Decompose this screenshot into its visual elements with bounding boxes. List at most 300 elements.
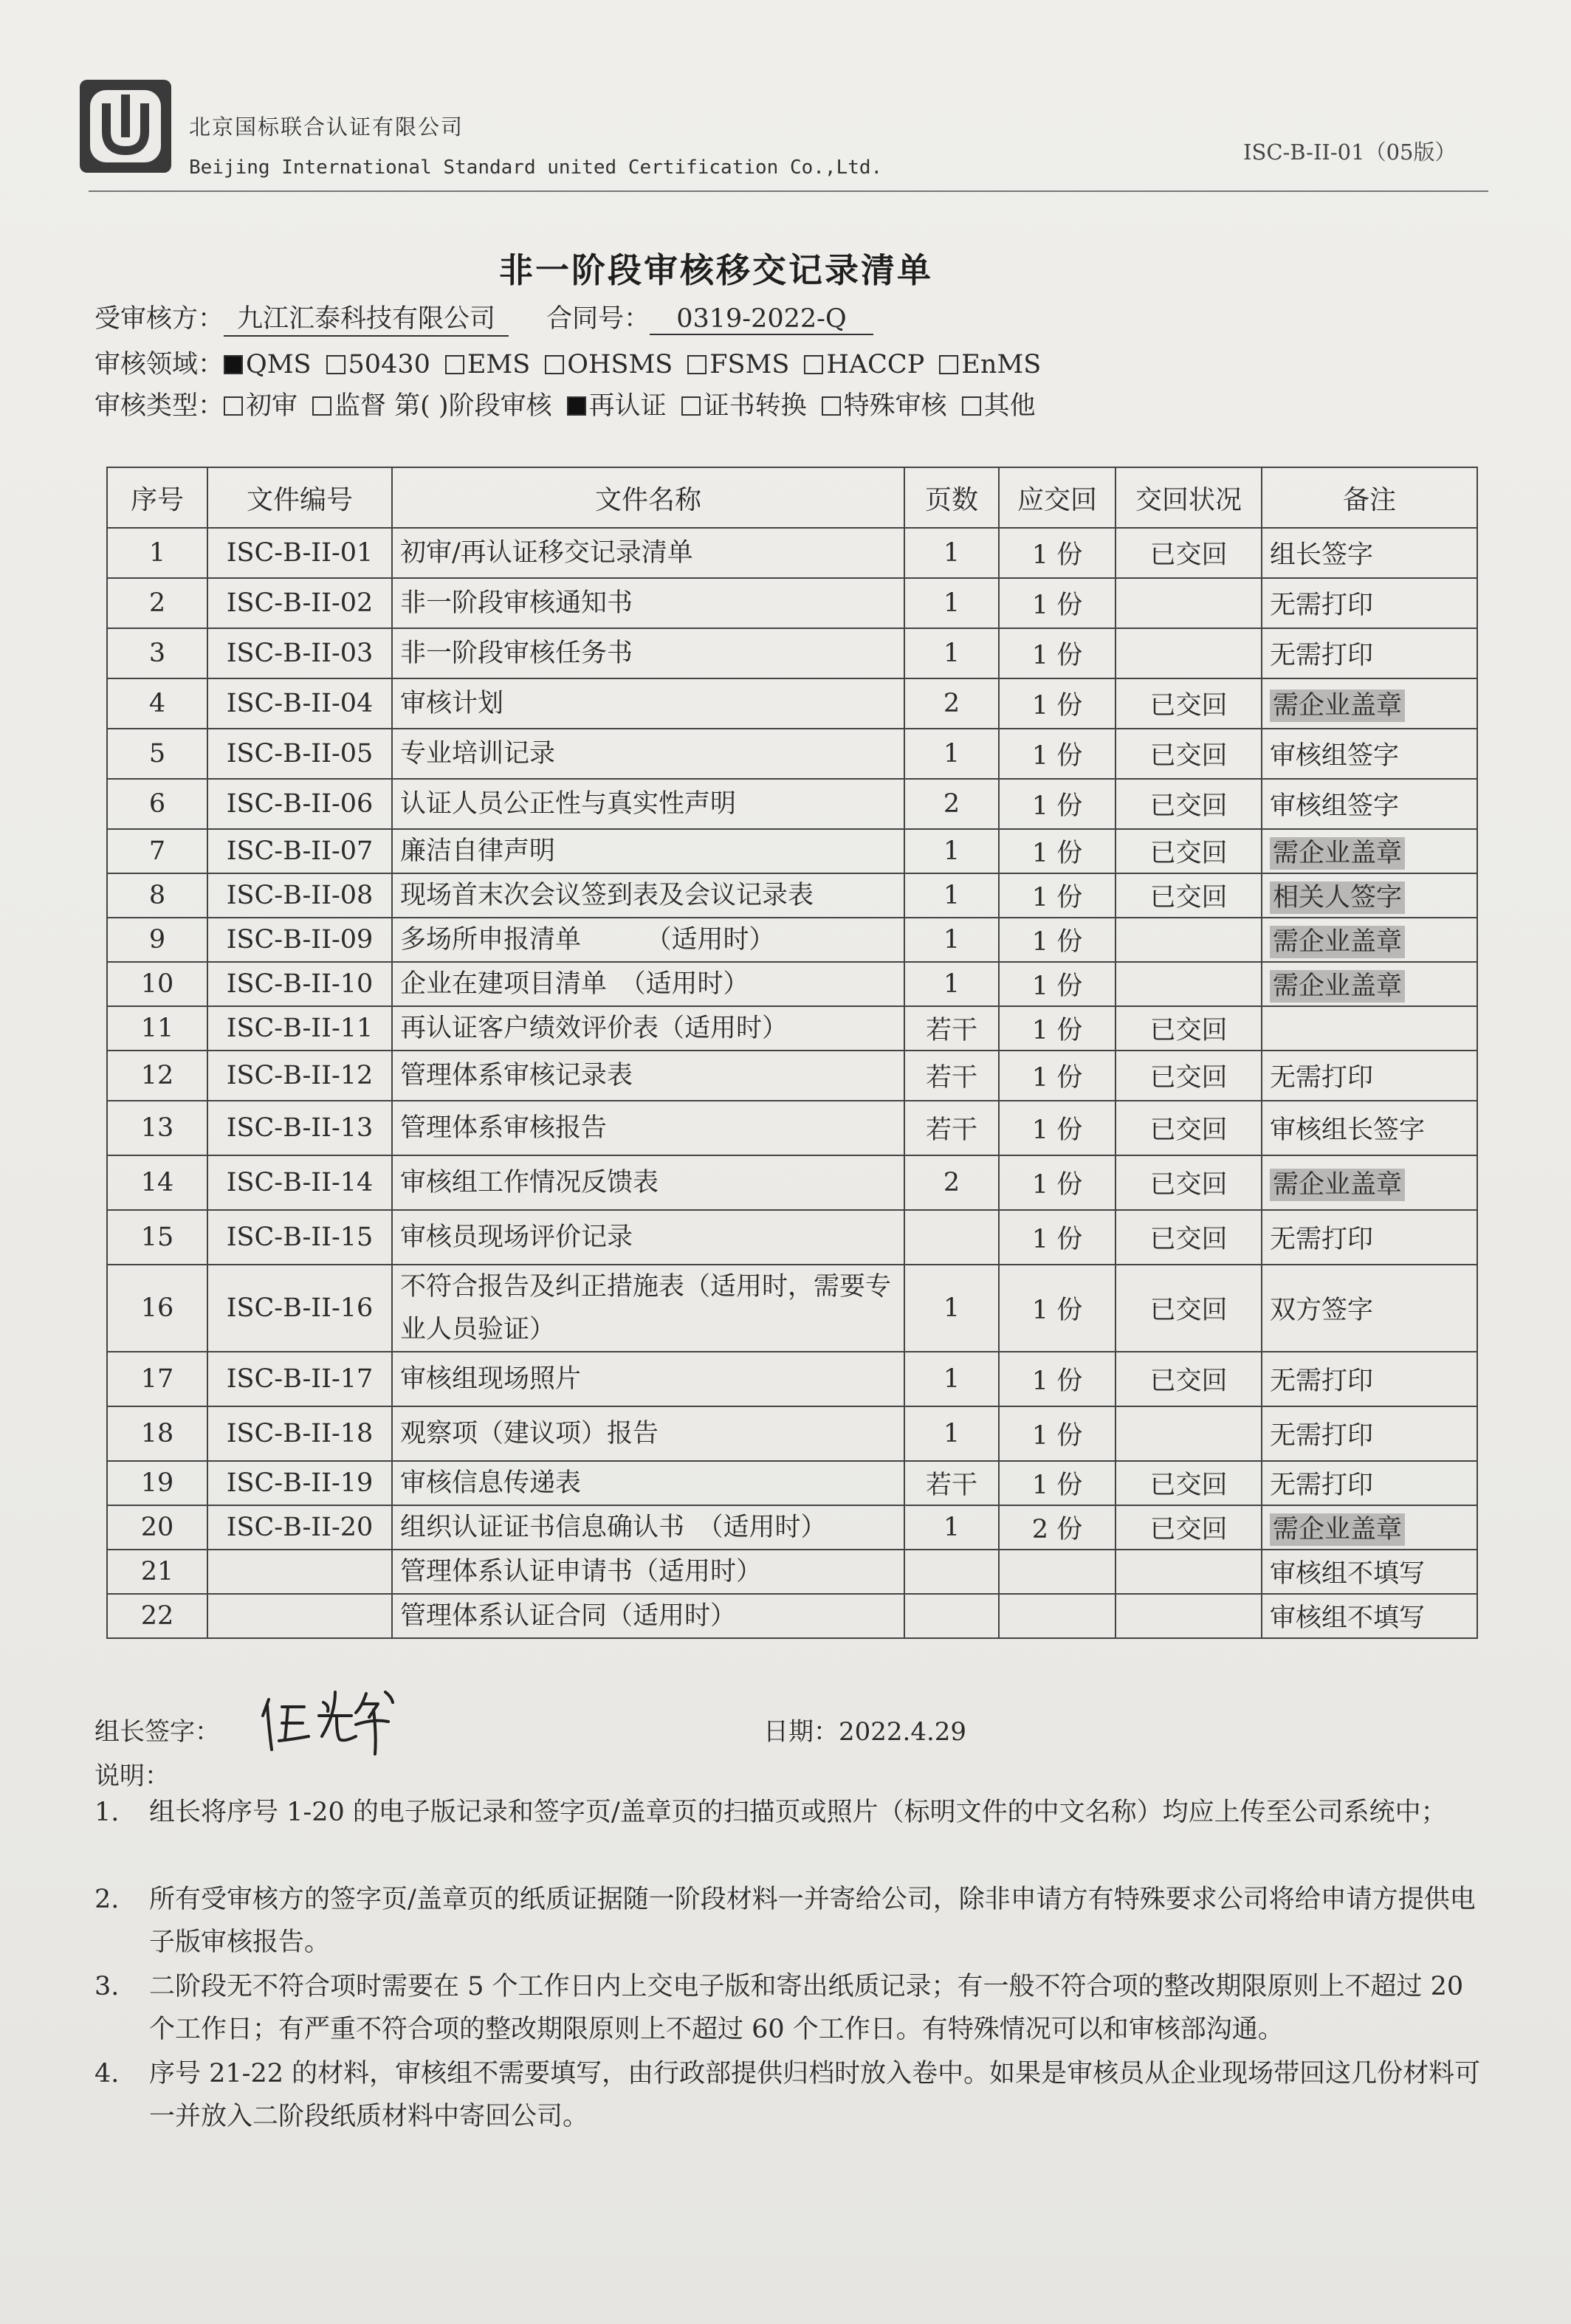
cell-no-text: 7: [148, 836, 166, 866]
table-row: [107, 1505, 1477, 1550]
cell-due-text: 1 份: [1031, 883, 1083, 912]
cell-code: [207, 873, 392, 918]
domain-option-label: OHSMS: [567, 350, 673, 379]
cell-note-text: 审核组签字: [1270, 791, 1400, 821]
cell-pages-text: 1: [943, 836, 960, 866]
cell-name: [392, 1210, 904, 1265]
cell-name: [392, 1550, 904, 1594]
note-text: 组长将序号 1-20 的电子版记录和签字页/盖章页的扫描页或照片（标明文件的中文名称）均应上传至公司系统中；: [149, 1798, 1447, 1827]
cell-code: [207, 1006, 392, 1051]
domain-option[interactable]: [687, 350, 789, 379]
cell-pages: [904, 678, 999, 729]
cell-name-text: 再认证客户绩效评价表（适用时）: [400, 1014, 788, 1043]
domain-option-label: QMS: [246, 350, 312, 379]
cell-status: [1115, 918, 1262, 962]
cell-name-text: 管理体系审核报告: [400, 1113, 608, 1143]
cell-pages: [904, 962, 999, 1006]
cell-no-text: 20: [140, 1513, 174, 1542]
cell-name-text: 管理体系认证合同（适用时）: [400, 1601, 737, 1631]
cell-status: [1115, 1006, 1262, 1051]
cell-status: [1115, 873, 1262, 918]
cell-code: [207, 1594, 392, 1638]
cell-note: [1262, 1006, 1477, 1051]
table-row: [107, 729, 1477, 779]
cell-code: [207, 1101, 392, 1155]
table-row: [107, 678, 1477, 729]
cell-status: [1115, 1461, 1262, 1505]
domain-option-label: EnMS: [961, 350, 1042, 379]
company-name-cn: 北京国标联合认证有限公司: [189, 114, 464, 140]
table-row: [107, 578, 1477, 628]
table-header-row: [107, 467, 1477, 528]
checkbox-icon[interactable]: [939, 355, 958, 374]
cell-note-text: 组长签字: [1270, 540, 1374, 570]
cell-code: [207, 1352, 392, 1406]
col-header-pages: 页数: [904, 467, 999, 528]
domain-option[interactable]: [939, 350, 1041, 379]
col-header-name: 文件名称: [392, 467, 904, 528]
cell-status: [1115, 1594, 1262, 1638]
cell-name: [392, 1461, 904, 1505]
cell-name: [392, 1406, 904, 1461]
cell-status-text: 已交回: [1149, 1225, 1228, 1254]
domain-option[interactable]: [326, 350, 430, 379]
cell-no: [107, 528, 207, 578]
domain-row: [94, 344, 1056, 381]
cell-no-text: 5: [148, 739, 166, 769]
cell-code: [207, 1461, 392, 1505]
cell-status: [1115, 578, 1262, 628]
checkbox-icon[interactable]: [681, 396, 701, 416]
type-row: [94, 385, 1051, 422]
cell-no: [107, 729, 207, 779]
cell-pages-text: 1: [943, 1293, 960, 1323]
cell-code-text: ISC-B-II-20: [226, 1513, 374, 1542]
cell-no-text: 2: [148, 588, 166, 618]
cell-name: [392, 1505, 904, 1550]
cell-code: [207, 628, 392, 678]
table-row: [107, 1265, 1477, 1352]
cell-no: [107, 829, 207, 873]
cell-no: [107, 678, 207, 729]
type-option[interactable]: [822, 391, 947, 421]
cell-note-text: 无需打印: [1270, 1366, 1374, 1396]
cell-name: [392, 1352, 904, 1406]
checkbox-icon[interactable]: [326, 355, 346, 374]
cell-code-text: ISC-B-II-05: [226, 739, 374, 769]
cell-pages-text: 1: [943, 969, 960, 999]
type-option-label: 证书转换: [703, 391, 807, 421]
cell-due: [999, 873, 1115, 918]
cell-status-text: 已交回: [1149, 741, 1228, 771]
cell-code: [207, 1550, 392, 1594]
table-row: [107, 829, 1477, 873]
note-item: [94, 1791, 1490, 1834]
cell-note: [1262, 829, 1477, 873]
checkbox-icon[interactable]: [312, 396, 331, 416]
cell-code-text: ISC-B-II-13: [226, 1113, 374, 1143]
cell-pages: [904, 1155, 999, 1210]
checkbox-icon[interactable]: [962, 396, 981, 416]
cell-pages-text: 2: [943, 1168, 960, 1197]
cell-note: [1262, 1101, 1477, 1155]
cell-due: [999, 918, 1115, 962]
company-name-en: Beijing International Standard united Certification Co.,Ltd.: [189, 157, 883, 179]
transfer-record-table: [106, 467, 1478, 1639]
table-row: [107, 1352, 1477, 1406]
cell-pages: [904, 1210, 999, 1265]
table-row: [107, 1051, 1477, 1101]
type-option[interactable]: [312, 391, 552, 421]
cell-status: [1115, 678, 1262, 729]
col-header-due: 应交回: [999, 467, 1115, 528]
cell-status-text: 已交回: [1149, 839, 1228, 868]
cell-due: [999, 628, 1115, 678]
cell-name: [392, 918, 904, 962]
note-number: 3.: [94, 1972, 120, 2001]
cell-name: [392, 962, 904, 1006]
cell-pages-text: 若干: [925, 1016, 977, 1045]
type-option[interactable]: [681, 391, 807, 421]
checked-checkbox-icon[interactable]: [224, 355, 243, 374]
cell-status: [1115, 1210, 1262, 1265]
cell-name-text: 企业在建项目清单 （适用时）: [400, 969, 749, 999]
cell-name-text: 专业培训记录: [400, 739, 556, 769]
cell-note: [1262, 1594, 1477, 1638]
cell-due-text: 2 份: [1031, 1515, 1083, 1544]
domain-option[interactable]: [804, 350, 924, 379]
cell-pages: [904, 1505, 999, 1550]
note-item: [94, 1965, 1490, 2051]
type-option-label: 初审: [246, 391, 298, 421]
cell-due: [999, 962, 1115, 1006]
cell-pages: [904, 1051, 999, 1101]
cell-status: [1115, 1406, 1262, 1461]
col-header-status: 交回状况: [1115, 467, 1262, 528]
cell-code: [207, 1505, 392, 1550]
cell-pages-text: 1: [943, 1364, 960, 1394]
auditee-value: 九江汇泰科技有限公司: [224, 298, 509, 337]
cell-status: [1115, 628, 1262, 678]
checkbox-icon[interactable]: [822, 396, 841, 416]
cell-name: [392, 678, 904, 729]
cell-note-text: 需企业盖章: [1270, 926, 1405, 958]
cell-no-text: 18: [140, 1419, 174, 1448]
cell-name-text: 组织认证证书信息确认书 （适用时）: [400, 1513, 827, 1542]
cell-due: [999, 1006, 1115, 1051]
cell-no: [107, 1101, 207, 1155]
cell-pages: [904, 918, 999, 962]
cell-pages-text: 1: [943, 538, 960, 568]
cell-pages-text: 1: [943, 881, 960, 910]
checked-checkbox-icon[interactable]: [567, 396, 586, 416]
cell-name: [392, 729, 904, 779]
header-divider: [89, 190, 1488, 192]
signature-date: 日期：2022.4.29: [763, 1717, 967, 1747]
cell-note-text: 无需打印: [1270, 1225, 1374, 1254]
cell-name: [392, 873, 904, 918]
company-logo-icon: [77, 77, 174, 180]
cell-no: [107, 1155, 207, 1210]
cell-code-text: ISC-B-II-17: [226, 1364, 374, 1394]
table-row: [107, 1406, 1477, 1461]
cell-note: [1262, 1352, 1477, 1406]
cell-name-text: 多场所申报清单 （适用时）: [400, 925, 775, 955]
cell-due-text: 1 份: [1031, 791, 1083, 821]
cell-code-text: ISC-B-II-07: [226, 836, 374, 866]
cell-status: [1115, 829, 1262, 873]
cell-note: [1262, 1265, 1477, 1352]
cell-note: [1262, 628, 1477, 678]
type-options: [224, 391, 1051, 421]
type-option[interactable]: [962, 391, 1036, 421]
cell-pages: [904, 873, 999, 918]
domain-option-label: EMS: [467, 350, 531, 379]
col-header-code: 文件编号: [207, 467, 392, 528]
cell-pages-text: 1: [943, 925, 960, 955]
cell-code: [207, 1155, 392, 1210]
page-title: 非一阶段审核移交记录清单: [499, 250, 933, 290]
contract-value: 0319-2022-Q: [650, 304, 873, 335]
cell-note-text: 无需打印: [1270, 591, 1374, 620]
cell-name-text: 管理体系审核记录表: [400, 1061, 633, 1090]
cell-no-text: 8: [148, 881, 166, 910]
cell-no: [107, 1594, 207, 1638]
cell-note: [1262, 779, 1477, 829]
type-option-label: 再认证: [588, 391, 667, 421]
note-item: [94, 1878, 1490, 1964]
cell-note: [1262, 873, 1477, 918]
cell-due: [999, 1101, 1115, 1155]
cell-no: [107, 1210, 207, 1265]
cell-code: [207, 678, 392, 729]
cell-status: [1115, 1051, 1262, 1101]
table-row: [107, 528, 1477, 578]
cell-due: [999, 1406, 1115, 1461]
cell-status: [1115, 1352, 1262, 1406]
cell-status-text: 已交回: [1149, 1366, 1228, 1396]
domain-label: 审核领域：: [94, 350, 224, 379]
cell-pages: [904, 729, 999, 779]
cell-note-text: 需企业盖章: [1270, 1513, 1405, 1546]
cell-status-text: 已交回: [1149, 1296, 1228, 1325]
table-row: [107, 962, 1477, 1006]
cell-no-text: 12: [140, 1061, 174, 1090]
cell-no: [107, 1006, 207, 1051]
cell-note-text: 相关人签字: [1270, 881, 1405, 914]
cell-code-text: ISC-B-II-02: [226, 588, 374, 618]
cell-note: [1262, 729, 1477, 779]
domain-option[interactable]: [224, 350, 312, 379]
cell-code: [207, 829, 392, 873]
cell-pages: [904, 1461, 999, 1505]
cell-status-text: 已交回: [1149, 1515, 1228, 1544]
cell-pages: [904, 1101, 999, 1155]
cell-name: [392, 1051, 904, 1101]
cell-no: [107, 1352, 207, 1406]
cell-note: [1262, 1461, 1477, 1505]
type-option[interactable]: [567, 391, 667, 421]
checkbox-icon[interactable]: [224, 396, 243, 416]
cell-name: [392, 1006, 904, 1051]
cell-code-text: ISC-B-II-04: [226, 689, 374, 718]
cell-no-text: 9: [148, 925, 166, 955]
cell-code-text: ISC-B-II-03: [226, 639, 374, 668]
cell-name-text: 认证人员公正性与真实性声明: [400, 789, 737, 819]
cell-code: [207, 962, 392, 1006]
cell-pages-text: 2: [943, 789, 960, 819]
cell-note-text: 需企业盖章: [1270, 1169, 1405, 1201]
cell-code: [207, 578, 392, 628]
cell-no-text: 11: [140, 1014, 174, 1043]
cell-name-text: 审核组工作情况反馈表: [400, 1168, 659, 1197]
cell-status-text: 已交回: [1149, 883, 1228, 912]
cell-name: [392, 528, 904, 578]
cell-code: [207, 918, 392, 962]
cell-no: [107, 962, 207, 1006]
cell-due: [999, 1550, 1115, 1594]
table-row: [107, 918, 1477, 962]
cell-pages-text: 1: [943, 639, 960, 668]
cell-no-text: 3: [148, 639, 166, 668]
cell-note-text: 需企业盖章: [1270, 970, 1405, 1003]
cell-due-text: 1 份: [1031, 1471, 1083, 1500]
cell-pages: [904, 1550, 999, 1594]
cell-code-text: ISC-B-II-01: [226, 538, 374, 568]
cell-note-text: 无需打印: [1270, 641, 1374, 670]
cell-status: [1115, 1155, 1262, 1210]
col-header-note: 备注: [1262, 467, 1477, 528]
cell-status-text: 已交回: [1149, 791, 1228, 821]
leader-signature: [255, 1677, 433, 1759]
cell-no-text: 4: [148, 689, 166, 718]
cell-due: [999, 1461, 1115, 1505]
cell-pages: [904, 1594, 999, 1638]
cell-due-text: 1 份: [1031, 691, 1083, 721]
cell-due-text: 1 份: [1031, 1296, 1083, 1325]
checkbox-icon[interactable]: [445, 355, 464, 374]
cell-status-text: 已交回: [1149, 691, 1228, 721]
checkbox-icon[interactable]: [545, 355, 564, 374]
cell-note: [1262, 1210, 1477, 1265]
table-row: [107, 1155, 1477, 1210]
domain-option-label: FSMS: [709, 350, 790, 379]
cell-due-text: 1 份: [1031, 641, 1083, 670]
cell-due-text: 1 份: [1031, 1366, 1083, 1396]
cell-due-text: 1 份: [1031, 1063, 1083, 1093]
cell-pages: [904, 528, 999, 578]
domain-option[interactable]: [545, 350, 673, 379]
cell-pages-text: 2: [943, 689, 960, 718]
cell-due: [999, 829, 1115, 873]
cell-no-text: 15: [140, 1223, 174, 1252]
cell-pages-text: 若干: [925, 1063, 977, 1093]
cell-name: [392, 1265, 904, 1352]
cell-due: [999, 729, 1115, 779]
cell-name-text: 廉洁自律声明: [400, 836, 556, 866]
note-number: 1.: [94, 1798, 120, 1827]
type-option[interactable]: [224, 391, 298, 421]
table-row: [107, 873, 1477, 918]
cell-pages: [904, 779, 999, 829]
cell-note-text: 无需打印: [1270, 1471, 1374, 1500]
cell-status: [1115, 779, 1262, 829]
cell-name-text: 审核计划: [400, 689, 504, 718]
cell-note-text: 双方签字: [1270, 1296, 1374, 1325]
cell-status: [1115, 962, 1262, 1006]
cell-no: [107, 918, 207, 962]
table-row: [107, 779, 1477, 829]
cell-pages-text: 若干: [925, 1471, 977, 1500]
cell-status-text: 已交回: [1149, 1115, 1228, 1145]
cell-status-text: 已交回: [1149, 1170, 1228, 1200]
auditee-row: [94, 298, 873, 337]
cell-no: [107, 873, 207, 918]
cell-due: [999, 528, 1115, 578]
cell-code-text: ISC-B-II-08: [226, 881, 374, 910]
cell-name-text: 管理体系认证申请书（适用时）: [400, 1557, 763, 1586]
cell-no-text: 16: [140, 1293, 174, 1323]
auditee-label: 受审核方：: [94, 304, 224, 334]
contract-label: 合同号：: [546, 304, 650, 334]
cell-note: [1262, 678, 1477, 729]
cell-code-text: ISC-B-II-18: [226, 1419, 374, 1448]
cell-note-text: 审核组长签字: [1270, 1115, 1426, 1145]
type-option-label: 其他: [983, 391, 1036, 421]
cell-no-text: 17: [140, 1364, 174, 1394]
cell-name: [392, 779, 904, 829]
cell-status-text: 已交回: [1149, 540, 1228, 570]
checkbox-icon[interactable]: [804, 355, 823, 374]
cell-code: [207, 729, 392, 779]
cell-due-text: 1 份: [1031, 1170, 1083, 1200]
cell-name-text: 非一阶段审核任务书: [400, 639, 633, 668]
cell-due: [999, 1265, 1115, 1352]
cell-pages: [904, 628, 999, 678]
cell-no-text: 22: [140, 1601, 174, 1631]
cell-status: [1115, 729, 1262, 779]
cell-due: [999, 1051, 1115, 1101]
cell-due: [999, 1594, 1115, 1638]
cell-no: [107, 628, 207, 678]
cell-due-text: 1 份: [1031, 839, 1083, 868]
cell-pages: [904, 1265, 999, 1352]
cell-note-text: 无需打印: [1270, 1421, 1374, 1451]
cell-name: [392, 1101, 904, 1155]
cell-code-text: ISC-B-II-12: [226, 1061, 374, 1090]
table-row: [107, 1210, 1477, 1265]
cell-status-text: 已交回: [1149, 1016, 1228, 1045]
domain-option[interactable]: [445, 350, 530, 379]
cell-no-text: 13: [140, 1113, 174, 1143]
cell-code-text: ISC-B-II-19: [226, 1468, 374, 1498]
cell-note: [1262, 1550, 1477, 1594]
cell-note: [1262, 1505, 1477, 1550]
cell-code: [207, 1265, 392, 1352]
type-option-label: 监督 第( )阶段审核: [334, 391, 552, 421]
cell-pages-text: 1: [943, 739, 960, 769]
cell-status: [1115, 1265, 1262, 1352]
cell-name: [392, 829, 904, 873]
cell-no-text: 10: [140, 969, 174, 999]
cell-due: [999, 1505, 1115, 1550]
checkbox-icon[interactable]: [687, 355, 707, 374]
cell-note-text: 审核组签字: [1270, 741, 1400, 771]
cell-code-text: ISC-B-II-11: [226, 1014, 374, 1043]
cell-due-text: 1 份: [1031, 1421, 1083, 1451]
cell-no: [107, 1550, 207, 1594]
cell-no: [107, 1265, 207, 1352]
